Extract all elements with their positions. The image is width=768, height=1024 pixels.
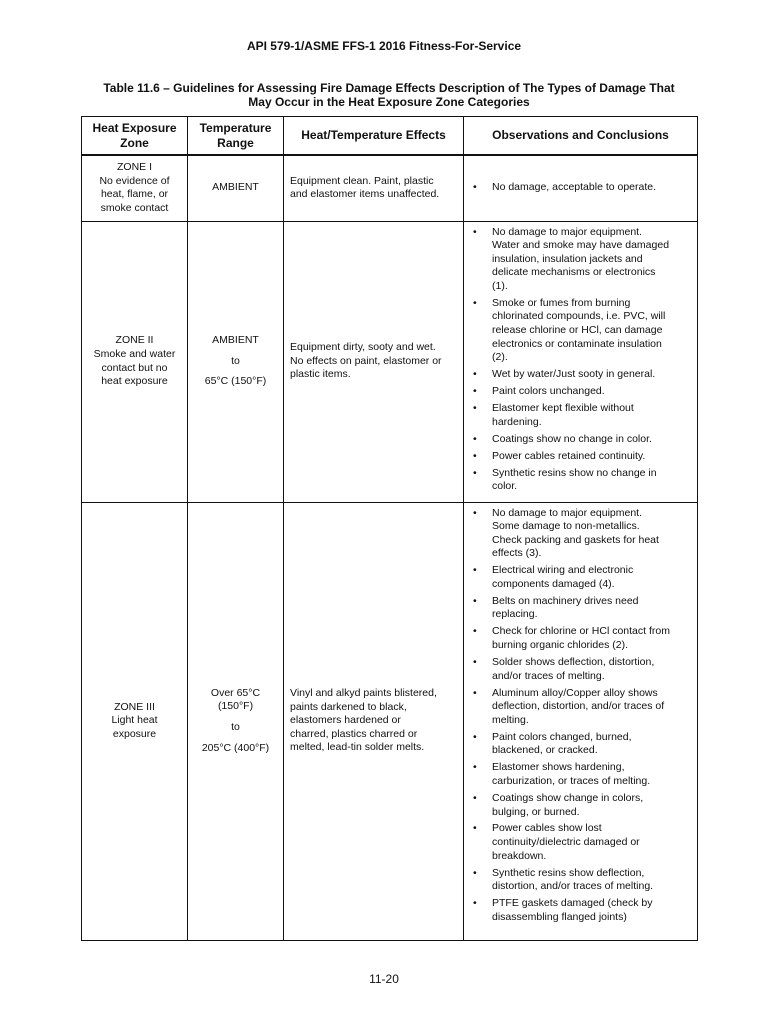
table-row bbox=[82, 502, 698, 940]
observation-item bbox=[464, 467, 691, 494]
temperature-range-cell bbox=[188, 155, 284, 221]
temperature-text-line: AMBIENT bbox=[212, 181, 259, 194]
observations-list bbox=[464, 181, 691, 195]
spacer bbox=[192, 714, 279, 721]
temperature-range-cell bbox=[188, 502, 284, 940]
heat-effects-cell bbox=[284, 502, 464, 940]
zone-text-line: contact but no bbox=[101, 361, 168, 374]
zone-text-line: ZONE I bbox=[116, 161, 152, 174]
spacer bbox=[192, 348, 279, 355]
bullet-icon: • bbox=[473, 385, 477, 398]
zone-text-line: No evidence of bbox=[99, 174, 170, 187]
observation-item bbox=[464, 181, 691, 195]
observation-text-line: bulging, or burned. bbox=[492, 805, 580, 818]
bullet-icon: • bbox=[473, 761, 477, 774]
observation-text-line: insulation, insulation jackets and bbox=[492, 252, 643, 265]
observation-text-line: effects (3). bbox=[492, 547, 542, 560]
observation-text-line: Water and smoke may have damaged bbox=[492, 239, 670, 252]
effects-text-line: and elastomer items unaffected. bbox=[290, 188, 440, 201]
header-heat-exposure-zone bbox=[82, 117, 188, 156]
observation-text-line: No damage, acceptable to operate. bbox=[492, 181, 657, 194]
observation-text-line: Aluminum alloy/Copper alloy shows bbox=[492, 686, 658, 699]
bullet-icon: • bbox=[473, 368, 477, 381]
effects-text-line: Equipment clean. Paint, plastic bbox=[290, 174, 434, 187]
bullet-icon: • bbox=[473, 686, 477, 699]
bullet-icon: • bbox=[473, 594, 477, 607]
observation-text-line: Electrical wiring and electronic bbox=[492, 564, 634, 577]
observation-text-line: Elastomer kept flexible without bbox=[492, 402, 634, 415]
observation-text-line: blackened, or cracked. bbox=[492, 744, 598, 757]
observation-text-line: disassembling flanged joints) bbox=[492, 910, 627, 923]
observation-text-line: Smoke or fumes from burning bbox=[492, 296, 631, 309]
observations-cell bbox=[464, 221, 698, 502]
bullet-icon: • bbox=[473, 449, 477, 462]
observation-item bbox=[464, 595, 691, 622]
header-line: Zone bbox=[120, 135, 149, 150]
bullet-icon: • bbox=[473, 730, 477, 743]
observation-text-line: PTFE gaskets damaged (check by bbox=[492, 897, 653, 910]
temperature-range-cell bbox=[188, 221, 284, 502]
table-caption-line: May Occur in the Heat Exposure Zone Categories bbox=[248, 95, 530, 109]
observation-item bbox=[464, 226, 691, 294]
effects-text-line: charred, plastics charred or bbox=[290, 727, 418, 740]
bullet-icon: • bbox=[473, 866, 477, 879]
header-observations-conclusions: Observations and Conclusions bbox=[464, 117, 698, 156]
observation-item bbox=[464, 792, 691, 819]
observation-item bbox=[464, 867, 691, 894]
observations-list bbox=[464, 226, 691, 494]
observation-item bbox=[464, 450, 691, 464]
observation-text-line: Solder shows deflection, distortion, bbox=[492, 656, 655, 668]
zone-text-line: heat exposure bbox=[101, 375, 168, 388]
header-line: Temperature bbox=[199, 120, 272, 135]
temperature-text-line: to bbox=[231, 354, 240, 367]
header-heat-temperature-effects: Heat/Temperature Effects bbox=[284, 117, 464, 156]
observation-item bbox=[464, 402, 691, 429]
observations-cell bbox=[464, 502, 698, 940]
header-line: Heat Exposure bbox=[92, 120, 177, 135]
observation-text-line: hardening. bbox=[492, 415, 542, 428]
bullet-icon: • bbox=[473, 225, 477, 238]
observation-text-line: Belts on machinery drives need bbox=[492, 594, 639, 607]
observation-text-line: components damaged (4). bbox=[492, 577, 615, 590]
zone-cell bbox=[82, 155, 188, 221]
effects-text-line: Equipment dirty, sooty and wet. bbox=[290, 341, 436, 354]
table-caption-line: Table 11.6 – Guidelines for Assessing Fire Damage Effects Description of The Types of Damage That bbox=[103, 81, 675, 95]
observation-text-line: chlorinated compounds, i.e. PVC, will bbox=[492, 310, 666, 323]
observations-list bbox=[464, 507, 691, 925]
observation-text-line: Synthetic resins show deflection, bbox=[492, 866, 645, 879]
observation-item bbox=[464, 822, 691, 863]
observation-text-line: Wet by water/Just sooty in general. bbox=[492, 368, 656, 381]
observation-text-line: Check for chlorine or HCl contact from bbox=[492, 625, 670, 638]
observation-text-line: Some damage to non-metallics. bbox=[492, 520, 640, 533]
bullet-icon: • bbox=[473, 897, 477, 910]
observation-item bbox=[464, 687, 691, 728]
observation-item bbox=[464, 625, 691, 652]
effects-text-line: paints darkened to black, bbox=[290, 700, 407, 713]
bullet-icon: • bbox=[473, 432, 477, 445]
observation-item bbox=[464, 564, 691, 591]
bullet-icon: • bbox=[473, 296, 477, 309]
observation-item bbox=[464, 385, 691, 399]
bullet-icon: • bbox=[473, 822, 477, 835]
header-line: Range bbox=[217, 135, 254, 150]
zone-cell bbox=[82, 502, 188, 940]
observation-text-line: deflection, distortion, and/or traces of bbox=[492, 700, 665, 713]
observation-item bbox=[464, 368, 691, 382]
running-header: API 579-1/ASME FFS-1 2016 Fitness-For-Service bbox=[246, 39, 522, 53]
observation-item bbox=[464, 897, 691, 924]
zone-text-line: smoke contact bbox=[100, 201, 169, 214]
observation-item bbox=[464, 297, 691, 365]
table-row bbox=[82, 155, 698, 221]
zone-text-line: ZONE III bbox=[114, 700, 155, 713]
observation-text-line: Paint colors changed, burned, bbox=[492, 730, 632, 743]
observation-text-line: Synthetic resins show no change in bbox=[492, 466, 657, 479]
zone-text-line: Smoke and water bbox=[93, 347, 176, 360]
table-body bbox=[82, 155, 698, 940]
bullet-icon: • bbox=[473, 506, 477, 519]
observation-item bbox=[464, 656, 691, 683]
temperature-text-line: AMBIENT bbox=[212, 334, 259, 347]
heat-effects-cell bbox=[284, 221, 464, 502]
page-number: 11-20 bbox=[369, 972, 399, 986]
heat-effects-cell bbox=[284, 155, 464, 221]
effects-text-line: No effects on paint, elastomer or bbox=[290, 354, 442, 367]
observation-text-line: carburization, or traces of melting. bbox=[492, 774, 651, 787]
observation-text-line: No damage to major equipment. bbox=[492, 506, 642, 519]
bullet-icon: • bbox=[473, 625, 477, 638]
observation-text-line: color. bbox=[492, 480, 518, 493]
observation-text-line: delicate mechanisms or electronics bbox=[492, 266, 656, 279]
temperature-text-line: Over 65°C bbox=[210, 686, 261, 699]
observation-text-line: and/or traces of melting. bbox=[492, 669, 605, 682]
observation-text-line: melting. bbox=[492, 713, 529, 726]
observation-text-line: breakdown. bbox=[492, 849, 547, 862]
observation-text-line: Check packing and gaskets for heat bbox=[492, 533, 659, 546]
bullet-icon: • bbox=[473, 564, 477, 577]
observation-text-line: continuity/dielectric damaged or bbox=[492, 836, 640, 849]
observation-text-line: replacing. bbox=[492, 608, 538, 621]
table-row bbox=[82, 221, 698, 502]
observation-text-line: Coatings show no change in color. bbox=[492, 432, 652, 445]
observation-text-line: Power cables retained continuity. bbox=[492, 449, 646, 462]
observation-text-line: distortion, and/or traces of melting. bbox=[492, 880, 654, 893]
fire-damage-table bbox=[81, 116, 698, 941]
temperature-text-line: 205°C (400°F) bbox=[201, 741, 270, 754]
bullet-icon: • bbox=[473, 181, 477, 194]
spacer bbox=[192, 735, 279, 742]
effects-text-line: Vinyl and alkyd paints blistered, bbox=[290, 687, 437, 700]
observation-text-line: electronics or contaminate insulation bbox=[492, 337, 662, 350]
zone-text-line: exposure bbox=[112, 727, 157, 740]
zone-text-line: Light heat bbox=[111, 714, 158, 727]
observations-cell bbox=[464, 155, 698, 221]
observation-item bbox=[464, 433, 691, 447]
zone-cell bbox=[82, 221, 188, 502]
zone-text-line: ZONE II bbox=[115, 334, 154, 347]
table-header-row bbox=[82, 117, 698, 156]
observation-text-line: burning organic chlorides (2). bbox=[492, 639, 628, 652]
temperature-text-line: (150°F) bbox=[217, 700, 254, 713]
observation-text-line: (2). bbox=[492, 351, 508, 364]
effects-text-line: elastomers hardened or bbox=[290, 714, 401, 727]
observation-item bbox=[464, 507, 691, 561]
temperature-text-line: to bbox=[231, 721, 240, 733]
zone-text-line: heat, flame, or bbox=[100, 188, 169, 201]
bullet-icon: • bbox=[473, 466, 477, 479]
bullet-icon: • bbox=[473, 402, 477, 415]
observation-text-line: release chlorine or HCl, can damage bbox=[492, 324, 663, 337]
table-caption bbox=[84, 81, 694, 109]
observation-text-line: Power cables show lost bbox=[492, 822, 602, 835]
header-temperature-range bbox=[188, 117, 284, 156]
bullet-icon: • bbox=[473, 656, 477, 668]
observation-text-line: (1). bbox=[492, 279, 508, 292]
observation-text-line: No damage to major equipment. bbox=[492, 225, 642, 238]
observation-text-line: Coatings show change in colors, bbox=[492, 791, 644, 804]
temperature-text-line: 65°C (150°F) bbox=[204, 375, 267, 388]
bullet-icon: • bbox=[473, 791, 477, 804]
observation-text-line: Elastomer shows hardening, bbox=[492, 761, 625, 774]
observation-item bbox=[464, 761, 691, 788]
effects-text-line: melted, lead-tin solder melts. bbox=[290, 741, 425, 754]
observation-text-line: Paint colors unchanged. bbox=[492, 385, 605, 398]
effects-text-line: plastic items. bbox=[290, 368, 351, 381]
spacer bbox=[192, 368, 279, 375]
observation-item bbox=[464, 731, 691, 758]
